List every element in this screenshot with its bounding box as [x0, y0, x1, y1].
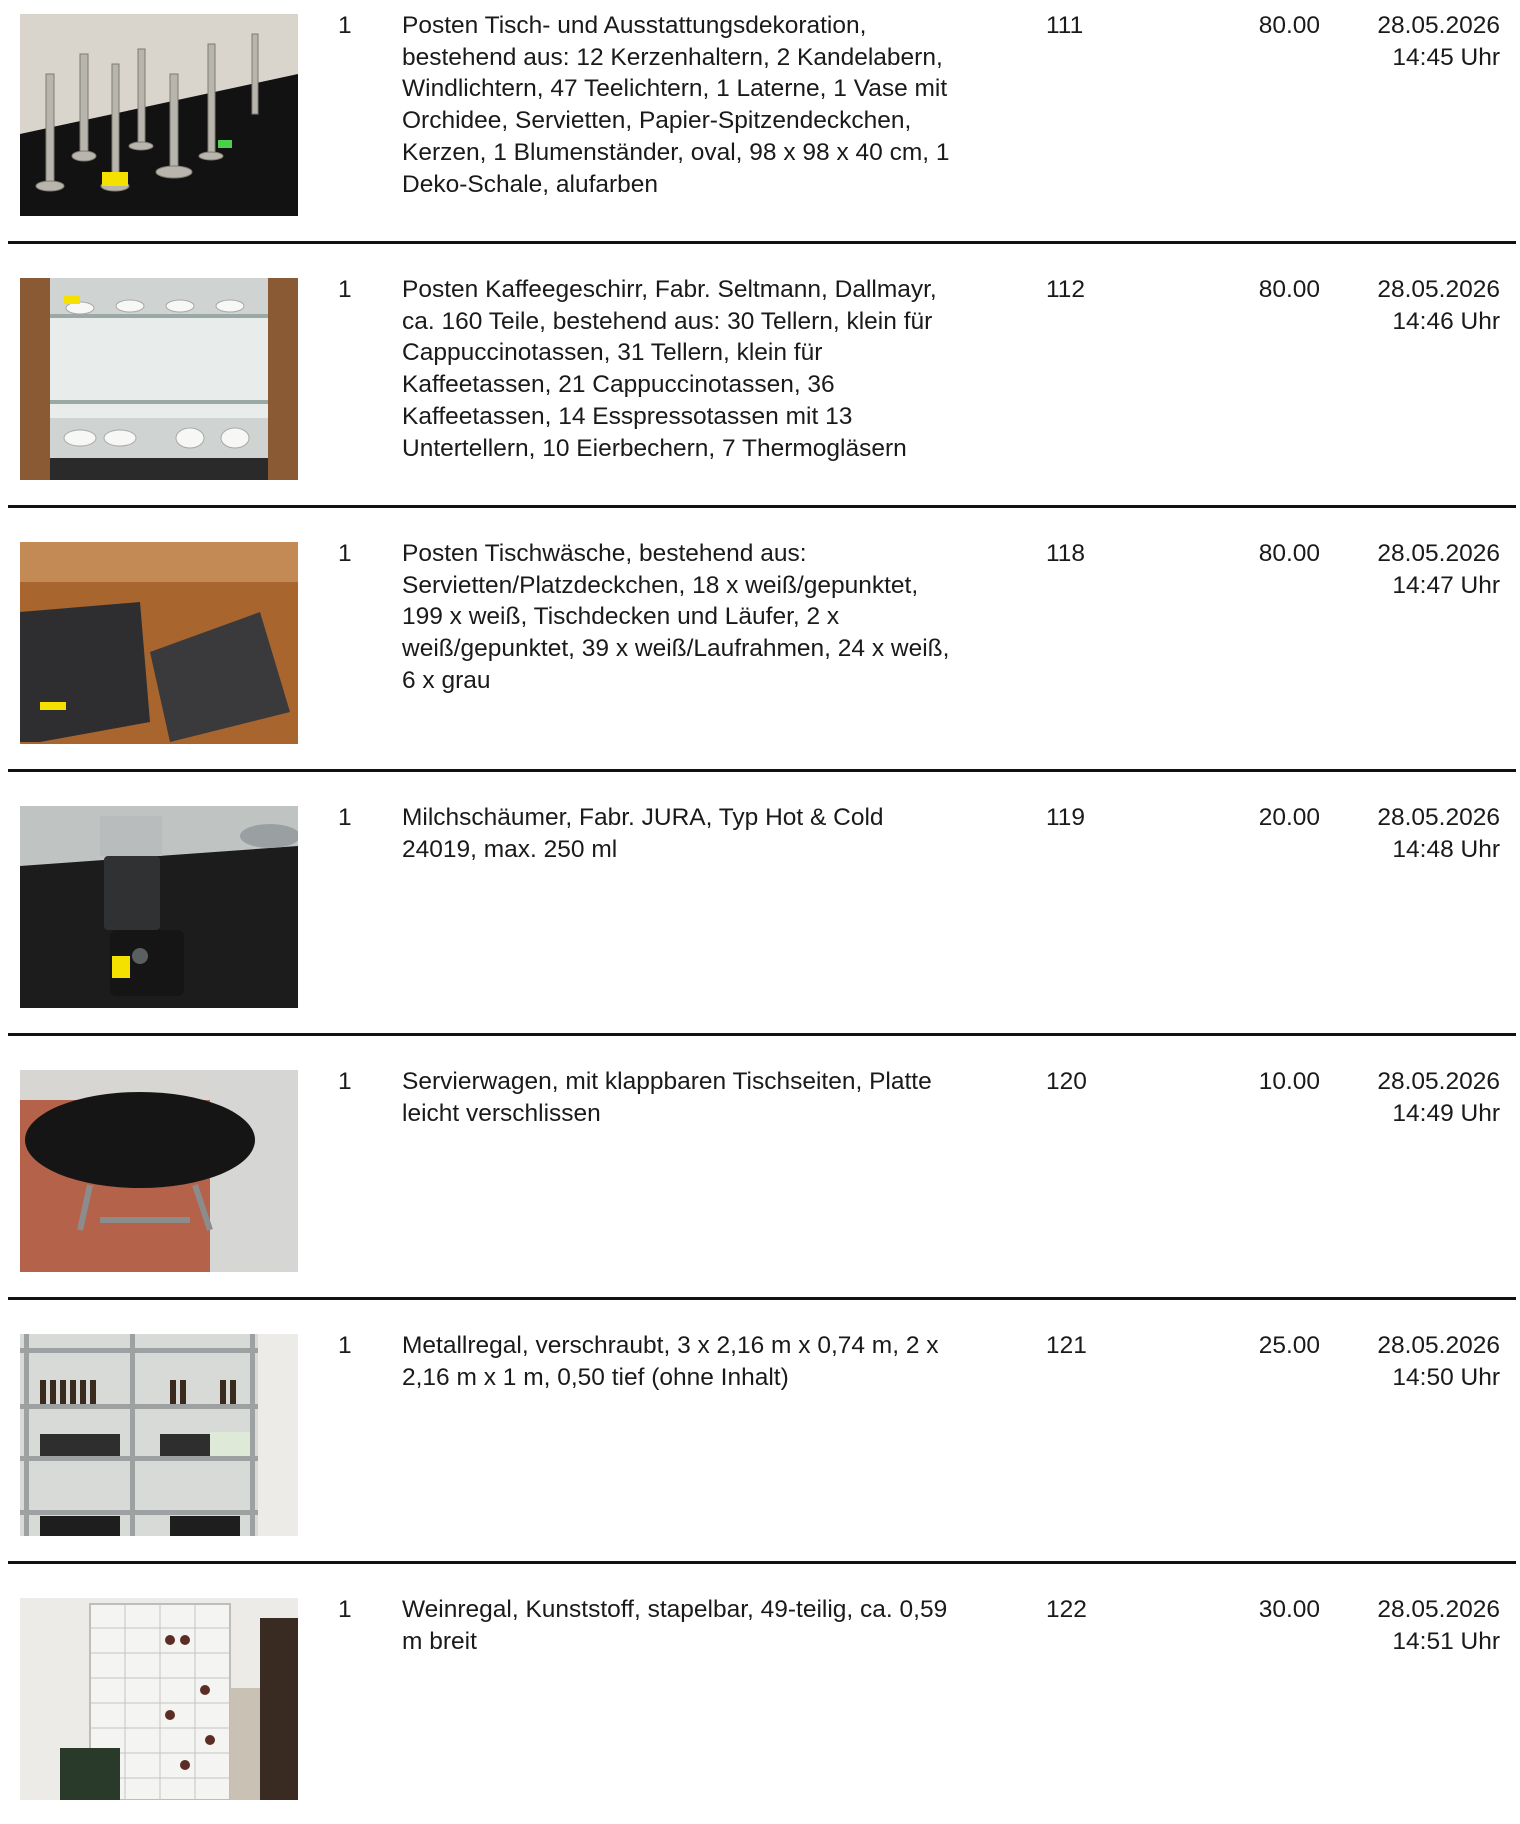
- lot-photo-coffee-crockery-shelf[interactable]: [20, 278, 298, 480]
- lot-photo-table-linen[interactable]: [20, 542, 298, 744]
- lot-photo-milk-frother[interactable]: [20, 806, 298, 1008]
- lot-price: 10.00: [1258, 1068, 1320, 1095]
- lot-price: 20.00: [1258, 804, 1320, 831]
- description-line: bestehend aus: 12 Kerzenhaltern, 2 Kandelabern,: [402, 43, 943, 71]
- description-line: Untertellern, 10 Eierbechern, 7 Thermogläsern: [402, 434, 907, 462]
- description-line: Metallregal, verschraubt, 3 x 2,16 m x 0,74 m, 2 x: [402, 1332, 939, 1359]
- description-line: Kerzen, 1 Blumenständer, oval, 98 x 98 x 40 cm, 1: [402, 138, 950, 166]
- row-divider: [8, 1561, 1516, 1564]
- lot-description: [402, 802, 1022, 865]
- lot-row: [0, 4, 1520, 214]
- lot-description: [402, 1066, 1022, 1129]
- lot-datetime: [1340, 1330, 1500, 1393]
- lot-number: 120: [1046, 1068, 1087, 1095]
- description-line: 6 x grau: [402, 666, 491, 694]
- description-line: Orchidee, Servietten, Papier-Spitzendeckchen,: [402, 107, 912, 135]
- lot-row: [0, 1060, 1520, 1270]
- lot-description: [402, 10, 1022, 200]
- lot-number: 112: [1046, 276, 1086, 303]
- lot-datetime: [1340, 10, 1500, 73]
- lot-time: 14:46 Uhr: [1392, 307, 1500, 335]
- lot-date: 28.05.2026: [1377, 1332, 1500, 1359]
- description-line: Deko-Schale, alufarben: [402, 170, 659, 198]
- lot-price: 80.00: [1258, 12, 1320, 39]
- lot-quantity: 1: [338, 12, 352, 39]
- lot-row: [0, 1324, 1520, 1534]
- description-line: Posten Tisch- und Ausstattungsdekoration,: [402, 12, 867, 39]
- description-line: Posten Kaffeegeschirr, Fabr. Seltmann, Dallmayr,: [402, 276, 937, 303]
- metal-shelf-image: [20, 1334, 298, 1536]
- lot-quantity: 1: [338, 540, 352, 567]
- lot-row: [0, 1588, 1520, 1798]
- description-line: Posten Tischwäsche, bestehend aus:: [402, 540, 807, 567]
- lot-time: 14:45 Uhr: [1392, 43, 1500, 71]
- lot-time: 14:47 Uhr: [1392, 571, 1500, 599]
- description-line: Cappuccinotassen, 31 Tellern, klein für: [402, 339, 823, 367]
- lot-time: 14:48 Uhr: [1392, 835, 1500, 863]
- milk-frother-image: [20, 806, 298, 1008]
- lot-price: 80.00: [1258, 540, 1320, 567]
- lot-photo-wine-rack[interactable]: [20, 1598, 298, 1800]
- lot-quantity: 1: [338, 804, 352, 831]
- description-line: ca. 160 Teile, bestehend aus: 30 Tellern, klein für: [402, 307, 933, 335]
- description-line: Weinregal, Kunststoff, stapelbar, 49-teilig, ca. 0,59: [402, 1596, 948, 1623]
- lot-time: 14:50 Uhr: [1392, 1363, 1500, 1391]
- lot-time: 14:49 Uhr: [1392, 1099, 1500, 1127]
- description-line: Servierwagen, mit klappbaren Tischseiten, Platte: [402, 1068, 932, 1095]
- lot-quantity: 1: [338, 1068, 352, 1095]
- lot-date: 28.05.2026: [1377, 804, 1500, 831]
- lot-number: 118: [1046, 540, 1086, 567]
- lot-photo-serving-trolley[interactable]: [20, 1070, 298, 1272]
- lot-price: 25.00: [1258, 1332, 1320, 1359]
- lot-quantity: 1: [338, 276, 352, 303]
- description-line: leicht verschlissen: [402, 1099, 601, 1127]
- lot-price: 80.00: [1258, 276, 1320, 303]
- row-divider: [8, 769, 1516, 772]
- description-line: m breit: [402, 1627, 477, 1655]
- lot-quantity: 1: [338, 1596, 352, 1623]
- lot-photo-candle-holders[interactable]: [20, 14, 298, 216]
- row-divider: [8, 1033, 1516, 1036]
- description-line: Kaffeetassen, 21 Cappuccinotassen, 36: [402, 371, 835, 399]
- description-line: Servietten/Platzdeckchen, 18 x weiß/gepunktet,: [402, 571, 919, 599]
- lot-date: 28.05.2026: [1377, 1596, 1500, 1623]
- lot-datetime: [1340, 1594, 1500, 1657]
- row-divider: [8, 241, 1516, 244]
- description-line: weiß/gepunktet, 39 x weiß/Laufrahmen, 24 x weiß,: [402, 635, 950, 663]
- lot-description: [402, 1330, 1022, 1393]
- lot-date: 28.05.2026: [1377, 276, 1500, 303]
- serving-trolley-image: [20, 1070, 298, 1272]
- lot-number: 122: [1046, 1596, 1087, 1623]
- lot-time: 14:51 Uhr: [1392, 1627, 1500, 1655]
- lot-row: [0, 532, 1520, 742]
- lot-date: 28.05.2026: [1377, 540, 1500, 567]
- lot-description: [402, 538, 1022, 697]
- lot-datetime: [1340, 538, 1500, 601]
- lot-price: 30.00: [1258, 1596, 1320, 1623]
- lot-row: [0, 268, 1520, 478]
- table-linen-image: [20, 542, 298, 744]
- lot-photo-metal-shelf[interactable]: [20, 1334, 298, 1536]
- description-line: 2,16 m x 1 m, 0,50 tief (ohne Inhalt): [402, 1363, 789, 1391]
- lot-datetime: [1340, 274, 1500, 337]
- lot-number: 119: [1046, 804, 1086, 831]
- coffee-crockery-image: [20, 278, 298, 480]
- wine-rack-image: [20, 1598, 298, 1800]
- lot-row: [0, 796, 1520, 1006]
- candle-holders-image: [20, 14, 298, 216]
- description-line: Kaffeetassen, 14 Esspressotassen mit 13: [402, 402, 853, 430]
- lot-date: 28.05.2026: [1377, 1068, 1500, 1095]
- description-line: Milchschäumer, Fabr. JURA, Typ Hot & Cold: [402, 804, 884, 831]
- row-divider: [8, 1297, 1516, 1300]
- lot-number: 121: [1046, 1332, 1087, 1359]
- lot-description: [402, 1594, 1022, 1657]
- lot-description: [402, 274, 1022, 464]
- lot-number: 111: [1046, 12, 1084, 39]
- lot-datetime: [1340, 1066, 1500, 1129]
- description-line: 199 x weiß, Tischdecken und Läufer, 2 x: [402, 603, 840, 631]
- description-line: Windlichtern, 47 Teelichtern, 1 Laterne, 1 Vase mit: [402, 75, 948, 103]
- lot-quantity: 1: [338, 1332, 352, 1359]
- description-line: 24019, max. 250 ml: [402, 835, 618, 863]
- row-divider: [8, 505, 1516, 508]
- lot-date: 28.05.2026: [1377, 12, 1500, 39]
- lot-datetime: [1340, 802, 1500, 865]
